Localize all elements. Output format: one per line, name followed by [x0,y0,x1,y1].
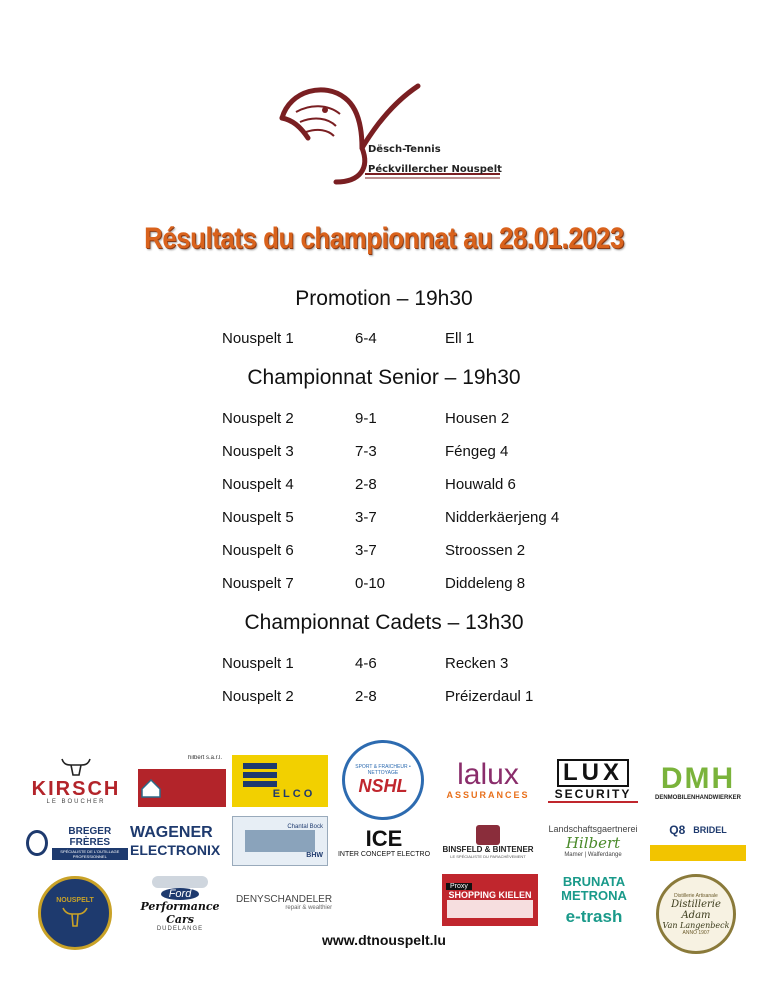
home-team: Nouspelt 2 [222,688,294,705]
sponsor-breger [26,820,128,866]
sponsor-elco-name: ELCO [272,788,316,800]
sponsor-landschafts-brand: Hilbert [565,834,621,852]
match-row [0,330,768,354]
away-team: Ell 1 [445,330,475,347]
sponsor-landschafts-name: Landschaftsgaertnerei [548,824,638,834]
sponsor-deny-sub: repair & wealthier [285,904,332,911]
match-score: 2-8 [355,476,377,493]
match-row [0,443,768,467]
sponsor-shopping-name: SHOPPING KIELEN [448,889,532,900]
sponsor-kirsch-name: KIRSCH [31,778,121,800]
sponsor-landschafts-sub: Mamer | Walferdange [564,852,622,858]
sponsor-nshl [342,740,424,820]
sponsor-binsfeld-sub: LE SPÉCIALISTE DU PARACHÈVEMENT [450,854,526,859]
sponsor-shopping-kielen [442,874,538,926]
section-heading-cadets: Championnat Cadets – 13h30 [244,611,524,634]
away-team: Housen 2 [445,410,510,427]
page-title: Résultats du championnat au 28.01.2023 [144,222,624,255]
lux-underline [548,801,638,803]
home-team: Nouspelt 5 [222,509,294,526]
match-row [0,655,768,679]
section-heading-promotion: Promotion – 19h30 [295,287,473,310]
sponsor-lalux-sub: ASSURANCES [446,790,530,800]
home-team: Nouspelt 1 [222,330,294,347]
away-team: Féngeg 4 [445,443,509,460]
sponsor-kirsch-sub: LE BOUCHER [46,799,106,805]
sponsor-deny [232,878,332,926]
sponsor-nshl-ring: SPORT & FRAICHEUR • NETTOYAGE [355,763,411,776]
match-score: 9-1 [355,410,377,427]
home-team: Nouspelt 6 [222,542,294,559]
away-team: Préizerdaul 1 [445,688,534,705]
sponsor-wagener-name: WAGENER [130,824,213,841]
match-score: 3-7 [355,542,377,559]
sponsor-distillerie-name: Distillerie Artisanale [674,892,718,899]
match-row [0,476,768,500]
match-row [0,688,768,712]
sponsor-distillerie-sub: Van Langenbeck [662,920,730,930]
home-team: Nouspelt 4 [222,476,294,493]
sponsor-ice-sub: INTER CONCEPT ELECTRO [337,850,431,858]
sponsor-brunata [544,872,644,930]
sponsor-lalux-name: lalux [457,758,519,791]
sponsor-distillerie-year: ANNO 1907 [682,929,710,936]
bull-head-icon [58,757,94,779]
match-score: 2-8 [355,688,377,705]
home-team: Nouspelt 7 [222,575,294,592]
sponsor-chantal-bock [232,816,328,866]
match-row [0,509,768,533]
match-score: 0-10 [355,575,386,592]
sponsor-landschafts [544,812,642,870]
sponsor-q8-sub: BRIDEL [693,825,727,835]
match-score: 4-6 [355,655,377,672]
away-team: Nidderkäerjeng 4 [445,509,560,526]
binsfeld-icon [476,825,500,845]
sponsor-shopping-sub: Proxy [446,883,472,890]
home-team: Nouspelt 3 [222,443,294,460]
sponsor-lalux [438,752,538,808]
away-team: Recken 3 [445,655,509,672]
sponsor-elco [232,755,328,807]
shopping-banner [447,900,533,918]
sponsor-brasserie-name: NOUSPELT [56,896,94,904]
match-score: 6-4 [355,330,377,347]
home-team: Nouspelt 2 [222,410,294,427]
club-name-line1: Dësch-Tennis [368,144,441,155]
sponsor-ice-name: ICE [365,825,403,851]
sponsor-chantal-sub: BHW [306,851,323,859]
away-team: Houwald 6 [445,476,516,493]
sponsor-lux-name: LUX [557,759,629,787]
club-logo [270,78,510,188]
house-icon [140,777,162,799]
car-icon [152,876,208,888]
sponsor-q8-name: Q8 [669,823,686,837]
sponsor-breger-sub: SPÉCIALISTE DE L'OUTILLAGE PROFESSIONNEL [52,848,128,860]
sponsor-kirsch [24,752,128,810]
sponsor-binsfeld-name: BINSFELD & BINTENER [442,845,534,854]
away-team: Diddeleng 8 [445,575,526,592]
sponsor-dmh [648,754,748,810]
sponsor-lux-sub: SECURITY [554,787,632,801]
match-row [0,410,768,434]
sponsor-brunata-extra: e-trash [565,907,623,926]
sponsor-ford-town: DUDELANGE [156,926,204,932]
sponsor-hilbert-banner [138,769,226,807]
section-heading-senior: Championnat Senior – 19h30 [247,366,521,389]
match-score: 7-3 [355,443,377,460]
sponsor-hilbert-top-name: hilbert s.a.r.l. [187,755,222,761]
sponsor-hilbert-top [138,755,226,807]
sponsor-brunata-name: BRUNATA [562,874,626,889]
moose-icon [60,904,90,930]
sponsor-deny-name: DENYSCHANDELER [235,893,332,905]
sponsor-ford-name: Ford [161,888,200,900]
elco-bars-icon [243,762,283,788]
club-name-line2: Péckvillercher Nouspelt [368,164,502,175]
sponsor-lux-security [544,754,642,808]
sponsor-chantal-photo [245,830,315,852]
sponsor-ford-sub: Performance Cars [140,900,220,926]
sponsor-wagener-sub: ELECTRONIX [130,842,221,858]
sponsor-ice [334,816,434,868]
sponsor-brunata-sub: METRONA [561,888,627,903]
sponsor-ford [132,876,228,932]
away-team: Stroossen 2 [445,542,526,559]
breger-icon [26,830,48,856]
match-row [0,575,768,599]
q8-banner [650,845,746,861]
home-team: Nouspelt 1 [222,655,294,672]
sponsor-binsfeld [438,814,538,870]
sponsor-dmh-name: DMH [660,762,736,795]
match-row [0,542,768,566]
sponsor-nshl-name: NSHL [358,775,408,796]
match-score: 3-7 [355,509,377,526]
sponsor-q8 [648,814,748,870]
sponsor-distillerie-brand: Distillerie Adam [671,898,721,921]
sponsor-wagener [130,816,226,866]
website-link[interactable]: www.dtnouspelt.lu [322,932,446,948]
sponsor-dmh-sub: DENMOBILENHANDWIERKER [655,795,741,801]
sponsor-chantal-name: Chantal Bock [287,823,323,830]
sponsor-breger-name: BREGER FRÈRES [68,826,112,848]
